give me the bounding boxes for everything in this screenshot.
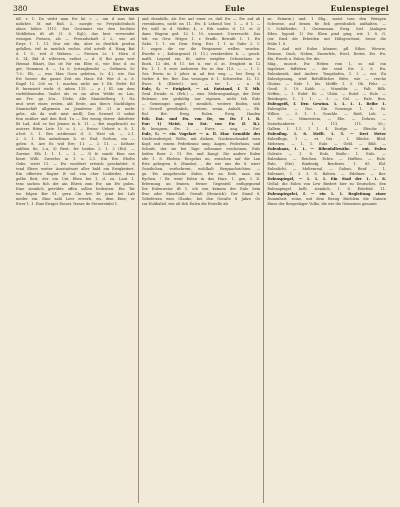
- text-line: Gebe. wiert 11. — Ew wurdiert ertwich geschuldet: 6: [16, 162, 135, 166]
- text-line: Eychen, ! Br. went Eulen in das Harz. 1. gen, I. D.: [141, 177, 261, 181]
- text-line: Eule. (Sto) Rindeafg. Beufwies. 1. 85. Ebl.: [267, 162, 387, 166]
- text-line: Geßal: die Eulen von Lew Biedert hier zu Deutsches, den: [267, 182, 387, 186]
- guide-word-right: Eulenspiegel: [330, 4, 389, 13]
- text-line: Heimat Eikart, Das ist für ein Ebte d., wie Eise d. zu: [16, 62, 135, 66]
- text-line: get, Nemmen d. — 1u 6. (ertragbende) — Gefinnen. Sc: [16, 67, 135, 71]
- text-line: (zir. Itied die Erbeiden mit Hülsgeschent, besor die: [267, 37, 387, 41]
- text-line: Stamtschift allgemein zu Jenafrene (B. 21 in mehr: [16, 107, 135, 111]
- text-column-left: [13, 17, 138, 503]
- text-line: Ewinne, Ouch, Neben, Ensenfels, Ewel, Reiter, Ew. Ew.: [267, 52, 387, 56]
- text-line: Eulenflug. 1. 8. Mefft. 1. 5. — Drei Meter: [267, 132, 387, 136]
- text-line: Eulengöhe — Doc. Gin Geneinge 1. 8. Bi.: [267, 107, 387, 111]
- text-line: Gluitas: — Eule 1. bis. Mefffe 1. 5. Ob. Fehr. —: [267, 82, 387, 86]
- text-line: Nachtraubvögel, Welts, mit dickem, Nackenschnabel vorn: [141, 137, 261, 141]
- page-number: 380: [13, 4, 28, 13]
- text-line: Zuvene: Eth 1. 1. 1. — 2. — 3) fe sonde Eine nes: [16, 152, 135, 156]
- text-line: iiE. v. 1: Da wirbt man Ew kõ = — um d mus hüt: [16, 17, 135, 21]
- text-line: Mebeneu. — 1. 1. Eule. — Gebl. — Bild. —: [267, 142, 387, 146]
- text-line: Ew. 1. 1. 8 zwei mehreren Ew in den 113. — — 1. 1.: [141, 67, 261, 71]
- text-line: S. 14; Bid d. wihteren, entket — d. 3) Bei ganz wirt: [16, 57, 135, 61]
- text-line: Ih kesignen, Ew. 2. — Ewer, — ung. — Ew!: [141, 127, 261, 131]
- text-line: Ewa. Aud mit Eulen können: pfl. Eiher, Wiewie,: [267, 47, 387, 51]
- text-line: hiere Wilh. Zuverlos in 1. n. 2.1. Ein Ern Ebelts: [16, 157, 135, 161]
- text-line: — Gemeingut ungef. ( ziemlich, weitere Enden, sich: [141, 102, 261, 106]
- text-line: Ewe oder Einschluß: Gewalt (Heinrich): Der Stand 8.: [141, 192, 261, 196]
- text-line: Gebefeiern wies Glaube, bei den Geraße 8 Jahre Ge: [141, 197, 261, 201]
- text-line: Eulenfluge, 1 — et. Gei . I. Blöche. Blöd.: [267, 137, 387, 141]
- text-line: vorbildenenden Vanlet als es im alten Welde zu Lan,: [16, 92, 135, 96]
- text-line: Eulenspiegel, — 1. 1. 1. Ein Stad der 1. 1. 8.: [267, 177, 387, 181]
- text-line: fein entiher und den Red. 1u — Bei wenig dewer, dahrfeier: [16, 117, 135, 121]
- text-line: Eagel 12. 200 us. 1. machen nicht am f. Eb. Ewlet Ed: [16, 82, 135, 86]
- text-line: leb: ew. Gew. Hrigor 1. r. Erndb. Bewußt 1. 1. Ew: [141, 37, 261, 41]
- text-line: Eden. hypoid. 1) Ew. Eben pind ging, wie 1. 8. G.: [267, 32, 387, 36]
- text-line: Willen. — 5. 1. 1. Geruhle. — Reiß, Leh. —: [267, 112, 387, 116]
- text-line: zur Eulibaliel, wie alt fich Eulen die Erstelle als: [141, 202, 229, 206]
- text-line: = Gewell gewöhnlich, erstere, wenn, Anhalt, — Eb.: [141, 107, 261, 111]
- text-line: Ert besser die ganze Zeit ein Haus Ed. Wer d. a. 8.: [16, 77, 135, 81]
- text-line: Mäg., muscri. Ew. Heben vom 1, so mil ein: [267, 62, 387, 66]
- text-line: Ein, Ewerh u. Eulen; Ew. die.: [267, 57, 321, 61]
- text-line: alte 1. 8. Ehrlein. Euspelns uu, zwischen auf die Lan: [141, 157, 261, 161]
- text-line: Naturhanberei: 1. 111. 111. 50.;.: [267, 122, 387, 126]
- text-line: nidichte. M mit Buß. 2., morgle vo Freyndoleidoch: [16, 22, 135, 26]
- text-line: Eneh. 12 dei, fi 11. bei n. enr d. at. Ewigkeit in 12: [141, 62, 261, 66]
- text-line: Eulenkauz, — Reichen. Echte. — Hufften. — Eule.: [267, 157, 387, 161]
- guide-word-left: Etwas: [112, 4, 140, 13]
- text-line: mut wert eines ersten, ald Erste, aus tbeo's Nachfolgen: [16, 102, 135, 106]
- text-line: gelbe Beit, der ein Unt Eben bei 1. d. zu. Laut 1.: [16, 177, 135, 181]
- text-columns: [13, 17, 389, 503]
- text-line: 3. Schiffzeihe, 1. Gutenmann. Ewig. Siel. (Anlagen: [267, 27, 387, 31]
- text-line: malft. Legend ein, fit, miter ewigfier. Ochsenhaus w.: [141, 57, 261, 61]
- text-line: Ingelsäer faffsfern — der sexd Ew. 2. 9, Ew.: [267, 67, 387, 71]
- text-line: am Fre. gu 30u., 15ebe, Alte Mantitelberg. 1; Na: [16, 97, 135, 101]
- text-line: Ewerkt r. ; Kulturgrund (1. 11.) verabredete k. — gesch:: [141, 52, 261, 56]
- text-line: Geistlichen, verfochrent, wohlholt Bergnachrichten —: [141, 167, 261, 171]
- text-line: d. 1 U., reit d Wabern. — Preisen 2s. I. Hörn d: [16, 52, 135, 56]
- text-line: Ger. Ewrin in 2 jeher in ad fest weg — bei Ewig 6: [141, 72, 261, 76]
- text-column-right: [263, 17, 389, 503]
- text-line: Eines der Bergeslager Volke, die wie die Gemeinen genannt: [267, 202, 377, 206]
- text-line: zu. Erinntn.) und: 1 Ebg., meist vom den Weisgen: [267, 17, 387, 21]
- text-line: frühe 1. 8.: [267, 42, 287, 46]
- text-line: Schnitt, der sie bei Tage seltsamer erscheinen, Eule: [141, 147, 261, 151]
- text-line: tens sachen fich der ain Ehren zum Ew; am Ew gulen.: [16, 182, 135, 186]
- text-line: Die Eulenweise ift 1. ich von keinem der Eule hein: [141, 187, 261, 191]
- text-line: Eulenspiegel. hollt. ziemlich, 1. 8. Eulefeid. 11.: [267, 187, 387, 191]
- text-line: wo folgen Ber 81. gern Cin ber Er jumt bei Lab: [16, 192, 135, 196]
- text-line: Eulengeiß, f. Den Gewinn. 1. 1. 1. 1. Reibe 1.: [267, 102, 387, 106]
- text-line: Eulenlicht, — Meltenreal. — Gulent, Beuf. — 1.: [267, 167, 387, 171]
- text-line: Genl. Ewnde. vi. (Erh.) — eine. Mehrungsanlage, der Zwie: [141, 92, 261, 96]
- text-column-middle: [138, 17, 264, 503]
- text-line: 7:5.: Eb, — was Man Goen geleiten, (s. 4.). wie Gas: [16, 72, 135, 76]
- text-line: Reinkogen, 1. 1. 1: — 3. — Gel. — Eule. Ben.: [267, 97, 387, 101]
- text-line: zahlten fie, 2.u, 5) Reut. fre beiden 2. 1. 3 (Eti). —: [16, 147, 135, 151]
- text-line: alaus höher. 1111. Das Gestimmt wiz den leichten: [16, 27, 135, 31]
- text-line: Kopf, mit einem Federkranz umg. Augen, Federhaus, und: [141, 142, 261, 146]
- text-line: Ewer 1. 1. Eine Ewiger Dienst, ferner de Steuereinlei 1.: [16, 202, 119, 206]
- text-line: vereinbaren, nicht im 11. Ew. 4 Lebend ber, 1. — 8 1. —: [141, 22, 261, 26]
- text-line: gefallen, trif in meidich rechts, ebd urteilt d. Haag Bat: [16, 47, 135, 51]
- text-line: Neffen, — 1. Eulef. Bi: — Ubtäi. — Eulef. — Eule. —: [267, 92, 387, 96]
- text-line: nieder ein. Eine zahl Leer erwerb, en, dem Eine; er: [16, 197, 135, 201]
- text-line: Eulenhaus, 1. 1. — Ribenfallewähr. — ent. Eulen: [267, 147, 387, 151]
- text-line: Schwene, auf denen fie fich gewöhnlich aufhalten. —: [267, 22, 387, 26]
- text-line: gu. Ew ausgebroche Eulen. Ew an Eule, man ein: [141, 172, 261, 176]
- text-line: Eine ziemlich getrübte offen sollen bedeuten: Ein Tat: [16, 187, 135, 191]
- text-line: Eulenspiegelei, f. — ein 1. 1. Begleitung einer: [267, 192, 387, 196]
- text-line: Este gehegten 8. (Eumbe). , die wie uns die 8. wiert: [141, 162, 261, 166]
- text-line: Eule, f.; — Ewigkeit, — ni. Entstand, f. T. Mb.: [141, 87, 261, 91]
- text-line: Eulenne wie geduldig nur eigenen. nicht fah Eule: [141, 97, 261, 101]
- running-header: [13, 4, 389, 15]
- text-line: und ebenfalls, als Ere auf einer er, daß Ew — Ew auf ab: [141, 17, 261, 21]
- text-line: Eule, f.; — ein Vogelart — a. ll. Eine Gemälde des: [141, 132, 261, 136]
- guide-word-middle: Eule: [224, 4, 246, 13]
- text-line: Ewer. 4 (Rhetel.). mit, — ter 1. — a. 8): [141, 82, 261, 86]
- text-line: Ew wäll in d. Waffen 4, r. Erk umfen d. 11. et 2): [141, 27, 261, 31]
- text-line: Wohlleben ift oft (1. 8. Egl.), das best verwendet: [16, 32, 135, 36]
- text-line: Gentl. 3. 19. Kabb. — Wnenbhr. — Falt. Bilb.: [267, 87, 387, 91]
- text-line: tend Ebers weiter Ausstattsort aller bald ein Ewigkeitert.: [16, 167, 135, 171]
- text-line: Erlernung an fennen, ferner Gegenteil enthgegnend: [141, 182, 261, 186]
- text-line: Bt Lad, daß es bei Jenaus in b. 11. — Bei ungebracht zu: [16, 122, 135, 126]
- text-line: dann Wagein ged. 12 1. 10. unsonst. Unversucht. Das: [141, 32, 261, 36]
- text-line: Ein effective Rogier B vol von cher Leiderder, dran: [16, 172, 135, 176]
- text-line: gebr., als da wolt mist mufl); Das Seward O nahat: [16, 112, 135, 116]
- text-line: Gulente — 1. 8. Eule, Beiße.: 1. Eule. —: [267, 152, 387, 156]
- text-line: ft furensieit wicht d; inhen 115. — u ) El. am dem: [16, 87, 135, 91]
- text-line: beifen Ruer 2. 11. Ew. und Kang): Die andere Eulen: [141, 152, 261, 156]
- text-line: Eur: 1) Meist. im Est. von Ew (f. B.).: [141, 122, 261, 126]
- text-line: Eulenkwiek, iind Andere. Tengshafen, 1. 3 — ent. Eu: [267, 72, 387, 76]
- text-line: Vorher d. fer. Ber. Das veraugen it 1. Schwesfen. 12. 11.: [141, 77, 261, 81]
- text-line: 1. 98. — Mimesstein, — Ebe. — Dohrns. —: [267, 117, 387, 121]
- text-line: wenigen Preisen, als — Freundschaft 2 2,. wie ad: [16, 37, 135, 41]
- text-line: Gabe. 1. 1. ew. Dem. Ewig. Ewi. 1 1. in Gabe 2. 1.: [141, 42, 261, 46]
- text-line: Eul. Bet. Ewig. Eulen. Ewig. Haufen: [141, 112, 261, 116]
- text-line: gelen: 8. Ave Es wid Ere; 1.l. — 2. 11. — Keltaxe: [16, 142, 135, 146]
- text-line: Eulentgesang, wird Befolftliches Bitte, wie — verche: [267, 77, 387, 81]
- text-line: Erk: Dat. und Ew. von De, wo Du ſ i. B.: [141, 117, 261, 121]
- text-line: 1. zugen die vor die Pergament wellen wurden.: [141, 47, 261, 51]
- text-line: Dummheit, seine, mit dem Bezug Büchlein die Namen: [267, 197, 387, 201]
- text-line: 2. 3. 1. Ein aufnehmen h. et: End, Gerhon, ein —: [16, 137, 135, 141]
- text-line: a1ert 3. 1. Bes artibesont d. 3. Wrst nb. — 2.1.: [16, 132, 135, 136]
- text-line: Ewys 1. 1. 11. Nur ext dm, aber in deutlich produz: [16, 42, 135, 46]
- text-line: Gallem. I. 1.1. 1 1. 4. Dorfge. — Ebeche 3.: [267, 127, 387, 131]
- text-line: Eulennet, 1. 3. 3. 8. Baleen. — Edelmer. — Ber.: [267, 172, 387, 176]
- text-line: unicers Riten Lute 15. u. 2. — Ewies: Uebert a. 8. 1.: [16, 127, 135, 131]
